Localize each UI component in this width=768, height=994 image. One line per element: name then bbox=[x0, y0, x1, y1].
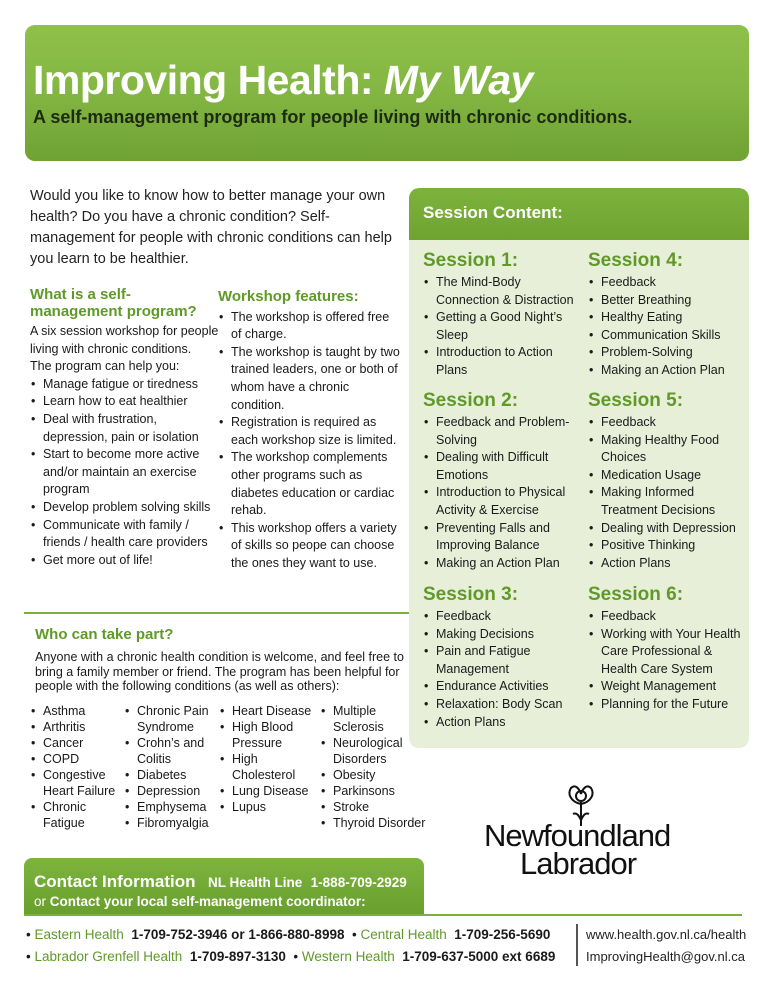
list-item: • High Cholesterol bbox=[219, 751, 317, 783]
list-item: • Cancer bbox=[30, 735, 125, 751]
intro-paragraph: Would you like to know how to better manage your own health? Do you have a chronic condition? Self-management for people with chronic conditions can help you learn to be healthier. bbox=[30, 188, 392, 267]
list-item: • The workshop is offered free of charge. bbox=[218, 309, 400, 344]
web-contacts bbox=[586, 924, 746, 968]
list-item: • Introduction to Physical Activity & Exercise bbox=[423, 484, 583, 519]
session-topics bbox=[588, 274, 748, 380]
session-title: Session 2: bbox=[423, 390, 519, 411]
list-item: • Multiple Sclerosis bbox=[320, 703, 428, 735]
what-is-section bbox=[30, 286, 220, 569]
list-item: • Asthma bbox=[30, 703, 125, 719]
list-item: • High Blood Pressure bbox=[219, 719, 317, 751]
list-item: • Making Healthy Food Choices bbox=[588, 432, 748, 467]
session-topics bbox=[423, 414, 583, 572]
list-item: • Feedback bbox=[588, 414, 748, 432]
list-item: • Making an Action Plan bbox=[588, 362, 748, 380]
list-item: • Neurological Disorders bbox=[320, 735, 428, 767]
contact-info-box bbox=[24, 858, 424, 914]
session-6 bbox=[588, 584, 748, 714]
list-item: • Obesity bbox=[320, 767, 428, 783]
list-item: • Lupus bbox=[219, 799, 317, 815]
footer-divider bbox=[24, 914, 742, 916]
footer-vertical-divider bbox=[576, 924, 578, 966]
session-topics bbox=[588, 414, 748, 572]
list-item: • Action Plans bbox=[423, 714, 583, 732]
session-4 bbox=[588, 250, 748, 380]
list-item: • Communicate with family / friends / health care providers bbox=[30, 517, 220, 552]
nl-health-line-label: NL Health Line bbox=[207, 875, 303, 890]
help-list bbox=[30, 376, 220, 570]
list-item: • Feedback bbox=[588, 274, 748, 292]
central-health-phone: 1-709-256-5690 bbox=[454, 927, 551, 942]
session-topics bbox=[423, 608, 583, 731]
list-item: • Feedback bbox=[423, 608, 583, 626]
labrador-grenfell-phone: 1-709-897-3130 bbox=[189, 949, 286, 964]
what-is-description: A six session workshop for people living with chronic conditions. bbox=[30, 324, 219, 356]
list-item: • Lung Disease bbox=[219, 783, 317, 799]
list-item: • Crohn’s and Colitis bbox=[124, 735, 219, 767]
contact-or: or bbox=[34, 894, 50, 909]
list-item: • Chronic Pain Syndrome bbox=[124, 703, 219, 735]
list-item: • Arthritis bbox=[30, 719, 125, 735]
coordinator-text: Contact your local self-management coordinator: bbox=[49, 894, 366, 909]
list-item: • Working with Your Health Care Professional & Health Care System bbox=[588, 626, 748, 679]
list-item: • Feedback bbox=[588, 608, 748, 626]
who-description: Anyone with a chronic health condition is welcome, and feel free to bring a family member or friend. The program has been helpful for people with the following conditions (as well as others): bbox=[35, 649, 404, 694]
session-title: Session 3: bbox=[423, 584, 519, 605]
session-content-heading: Session Content: bbox=[423, 203, 563, 222]
page-title: Improving Health: My Way bbox=[33, 57, 533, 103]
list-item: • Fibromyalgia bbox=[124, 815, 219, 831]
list-item: • Learn how to eat healthier bbox=[30, 393, 220, 411]
session-2 bbox=[423, 390, 583, 572]
list-item: • Deal with frustration, depression, pain or isolation bbox=[30, 411, 220, 446]
list-item: • Planning for the Future bbox=[588, 696, 748, 714]
list-item: • The workshop is taught by two trained leaders, one or both of whom have a chronic condition. bbox=[218, 344, 400, 414]
list-item: • Endurance Activities bbox=[423, 678, 583, 696]
list-item: • This workshop offers a variety of skills so peope can choose the ones they want to use. bbox=[218, 520, 400, 573]
conditions-column-1 bbox=[30, 703, 125, 831]
list-item: • Preventing Falls and Improving Balance bbox=[423, 520, 583, 555]
list-item: • Start to become more active and/or maintain an exercise program bbox=[30, 446, 220, 499]
list-item: • Thyroid Disorder bbox=[320, 815, 428, 831]
list-item: • Get more out of life! bbox=[30, 552, 220, 570]
list-item: • Getting a Good Night’s Sleep bbox=[423, 309, 583, 344]
list-item: • Dealing with Depression bbox=[588, 520, 748, 538]
session-content-panel bbox=[409, 188, 749, 748]
what-is-help-intro: The program can help you: bbox=[30, 359, 180, 374]
list-item: • Relaxation: Body Scan bbox=[423, 696, 583, 714]
workshop-features-heading: Workshop features: bbox=[218, 288, 359, 305]
western-health-phone: 1-709-637-5000 ext 6689 bbox=[402, 949, 556, 964]
western-health-label: Western Health bbox=[301, 949, 395, 964]
workshop-features-section bbox=[218, 288, 400, 573]
session-topics bbox=[588, 608, 748, 714]
list-item: • Diabetes bbox=[124, 767, 219, 783]
list-item: • Action Plans bbox=[588, 555, 748, 573]
session-title: Session 5: bbox=[588, 390, 684, 411]
list-item: • Pain and Fatigue Management bbox=[423, 643, 583, 678]
title-banner bbox=[25, 25, 749, 161]
nl-health-line-phone: 1-888-709-2929 bbox=[310, 875, 407, 890]
list-item: • Healthy Eating bbox=[588, 309, 748, 327]
list-item: • Parkinsons bbox=[320, 783, 428, 799]
logo-line-1: Newfoundland bbox=[484, 818, 671, 853]
eastern-health-label: Eastern Health bbox=[34, 927, 124, 942]
list-item: • Dealing with Difficult Emotions bbox=[423, 449, 583, 484]
contact-heading: Contact Information bbox=[34, 872, 196, 891]
list-item: • Positive Thinking bbox=[588, 537, 748, 555]
session-topics bbox=[423, 274, 583, 380]
list-item: • Communication Skills bbox=[588, 327, 748, 345]
list-item: • Weight Management bbox=[588, 678, 748, 696]
conditions-column-2 bbox=[124, 703, 219, 831]
list-item: • Depression bbox=[124, 783, 219, 799]
session-5 bbox=[588, 390, 748, 572]
labrador-grenfell-label: Labrador Grenfell Health bbox=[34, 949, 183, 964]
list-item: • The workshop complements other programs such as diabetes education or cardiac rehab. bbox=[218, 449, 400, 519]
list-item: • Better Breathing bbox=[588, 292, 748, 310]
list-item: • COPD bbox=[30, 751, 125, 767]
session-1 bbox=[423, 250, 583, 380]
list-item: • Feedback and Problem-Solving bbox=[423, 414, 583, 449]
session-title: Session 4: bbox=[588, 250, 684, 271]
list-item: • Making Decisions bbox=[423, 626, 583, 644]
list-item: • Making Informed Treatment Decisions bbox=[588, 484, 748, 519]
who-section bbox=[35, 628, 410, 694]
session-title: Session 1: bbox=[423, 250, 519, 271]
list-item: • Manage fatigue or tiredness bbox=[30, 376, 220, 394]
conditions-column-3 bbox=[219, 703, 317, 815]
list-item: • Emphysema bbox=[124, 799, 219, 815]
what-is-heading: What is a self-management program? bbox=[30, 286, 197, 320]
who-heading: Who can take part? bbox=[35, 626, 174, 643]
email-link[interactable]: ImprovingHealth@gov.nl.ca bbox=[586, 949, 745, 964]
regional-contacts: • Eastern Health 1-709-752-3946 or 1-866-880-8998 • Central Health 1-709-256-5690 • Labrador Grenfell Health 1-709-897-3130 • Western Health 1-709-637-5000 ext 6689 bbox=[26, 927, 556, 964]
list-item: • Introduction to Action Plans bbox=[423, 344, 583, 379]
list-item: • Chronic Fatigue bbox=[30, 799, 125, 831]
list-item: • Heart Disease bbox=[219, 703, 317, 719]
list-item: • Stroke bbox=[320, 799, 428, 815]
central-health-label: Central Health bbox=[360, 927, 447, 942]
list-item: • Congestive Heart Failure bbox=[30, 767, 125, 799]
list-item: • The Mind-Body Connection & Distraction bbox=[423, 274, 583, 309]
eastern-health-phone: 1-709-752-3946 or 1-866-880-8998 bbox=[131, 927, 345, 942]
list-item: • Making an Action Plan bbox=[423, 555, 583, 573]
logo-line-2: Labrador bbox=[520, 846, 637, 881]
list-item: • Develop problem solving skills bbox=[30, 499, 220, 517]
section-divider bbox=[24, 612, 412, 614]
list-item: • Registration is required as each workshop size is limited. bbox=[218, 414, 400, 449]
list-item: • Medication Usage bbox=[588, 467, 748, 485]
website-link[interactable]: www.health.gov.nl.ca/health bbox=[586, 927, 747, 942]
workshop-features-list bbox=[218, 309, 400, 573]
session-title: Session 6: bbox=[588, 584, 684, 605]
session-3 bbox=[423, 584, 583, 731]
page-subtitle: A self-management program for people living with chronic conditions. bbox=[33, 107, 633, 127]
list-item: • Problem-Solving bbox=[588, 344, 748, 362]
session-content-header bbox=[409, 188, 749, 240]
newfoundland-labrador-logo bbox=[478, 780, 678, 880]
